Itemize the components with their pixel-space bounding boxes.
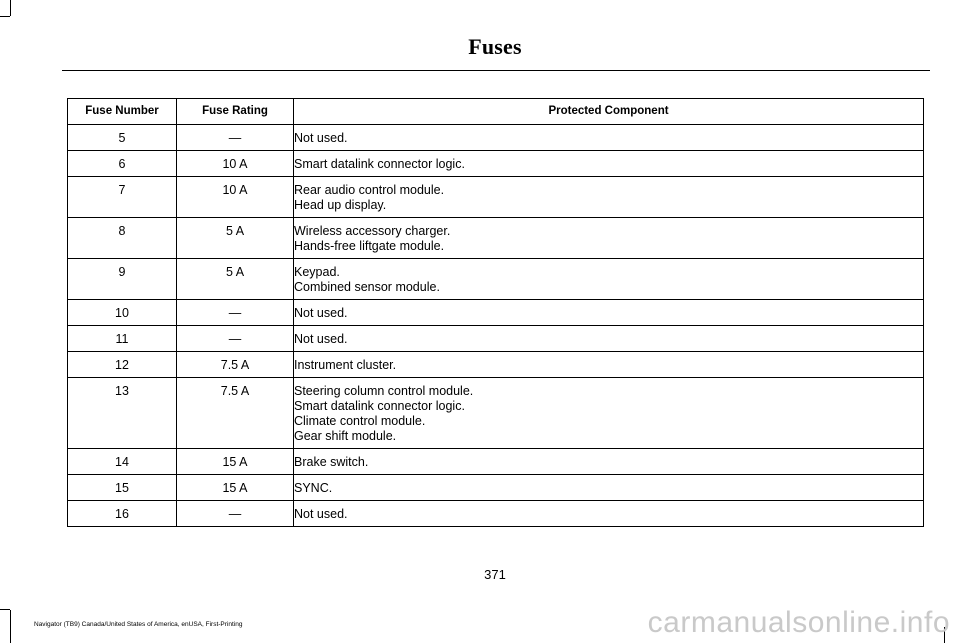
protected-component-cell xyxy=(294,151,924,177)
fuse-rating-cell: 15 A xyxy=(177,475,294,501)
fuse-number-cell: 6 xyxy=(68,151,177,177)
fuse-number-cell: 15 xyxy=(68,475,177,501)
watermark: carmanualsonline.info xyxy=(647,606,950,639)
table-row xyxy=(68,501,924,527)
fuse-rating-cell: 5 A xyxy=(177,259,294,300)
component-line: SYNC. xyxy=(294,481,333,495)
fuse-rating-cell: 7.5 A xyxy=(177,352,294,378)
protected-component-cell xyxy=(294,378,924,449)
protected-component-cell xyxy=(294,475,924,501)
protected-component-cell xyxy=(294,326,924,352)
fuse-number-cell: 5 xyxy=(68,125,177,151)
component-line: Hands-free liftgate module. xyxy=(294,239,445,253)
component-line: Not used. xyxy=(294,332,348,346)
protected-component-cell xyxy=(294,177,924,218)
table-row xyxy=(68,218,924,259)
table-row xyxy=(68,475,924,501)
fuse-table xyxy=(67,98,924,527)
component-line: Not used. xyxy=(294,507,348,521)
footer-edition: Navigator (TB9) Canada/United States of America, enUSA, First-Printing xyxy=(34,621,243,628)
component-line: Climate control module. xyxy=(294,414,426,428)
table-header-row xyxy=(68,99,924,125)
fuse-rating-cell: — xyxy=(177,125,294,151)
fuse-number-cell: 7 xyxy=(68,177,177,218)
crop-mark-top-left-v xyxy=(10,0,11,16)
protected-component-cell xyxy=(294,259,924,300)
title-rule xyxy=(62,70,930,71)
column-header-fuse-number: Fuse Number xyxy=(68,99,177,125)
table-row xyxy=(68,378,924,449)
protected-component-cell xyxy=(294,449,924,475)
table-row xyxy=(68,449,924,475)
page-number: 371 xyxy=(484,567,506,582)
table-row xyxy=(68,326,924,352)
protected-component-cell xyxy=(294,125,924,151)
crop-mark-bottom-left-v xyxy=(10,610,11,643)
component-line: Not used. xyxy=(294,306,348,320)
component-line: Steering column control module. xyxy=(294,384,474,398)
table-row xyxy=(68,151,924,177)
crop-mark-top-left-h xyxy=(0,16,10,17)
fuse-rating-cell: 10 A xyxy=(177,151,294,177)
component-line: Instrument cluster. xyxy=(294,358,397,372)
crop-mark-bottom-left-h xyxy=(0,609,10,610)
table-row xyxy=(68,259,924,300)
fuse-rating-cell: — xyxy=(177,501,294,527)
table-row xyxy=(68,125,924,151)
fuse-number-cell: 8 xyxy=(68,218,177,259)
protected-component-cell xyxy=(294,501,924,527)
component-line: Brake switch. xyxy=(294,455,369,469)
fuse-rating-cell: 5 A xyxy=(177,218,294,259)
table-row xyxy=(68,300,924,326)
component-line: Smart datalink connector logic. xyxy=(294,157,465,171)
component-line: Head up display. xyxy=(294,198,387,212)
table-row xyxy=(68,352,924,378)
fuse-number-cell: 13 xyxy=(68,378,177,449)
fuse-number-cell: 9 xyxy=(68,259,177,300)
component-line: Rear audio control module. xyxy=(294,183,445,197)
fuse-number-cell: 12 xyxy=(68,352,177,378)
component-line: Keypad. xyxy=(294,265,340,279)
fuse-number-cell: 16 xyxy=(68,501,177,527)
protected-component-cell xyxy=(294,352,924,378)
fuse-number-cell: 11 xyxy=(68,326,177,352)
protected-component-cell xyxy=(294,218,924,259)
component-line: Combined sensor module. xyxy=(294,280,440,294)
component-line: Not used. xyxy=(294,131,348,145)
fuse-rating-cell: 10 A xyxy=(177,177,294,218)
column-header-fuse-rating: Fuse Rating xyxy=(177,99,294,125)
fuse-rating-cell: — xyxy=(177,300,294,326)
fuse-number-cell: 14 xyxy=(68,449,177,475)
fuse-rating-cell: — xyxy=(177,326,294,352)
fuse-rating-cell: 7.5 A xyxy=(177,378,294,449)
fuse-number-cell: 10 xyxy=(68,300,177,326)
component-line: Wireless accessory charger. xyxy=(294,224,451,238)
protected-component-cell xyxy=(294,300,924,326)
fuse-rating-cell: 15 A xyxy=(177,449,294,475)
component-line: Smart datalink connector logic. xyxy=(294,399,465,413)
fuse-table-body xyxy=(68,125,924,527)
component-line: Gear shift module. xyxy=(294,429,397,443)
column-header-protected-component: Protected Component xyxy=(294,99,924,125)
page-title: Fuses xyxy=(468,34,522,59)
table-row xyxy=(68,177,924,218)
